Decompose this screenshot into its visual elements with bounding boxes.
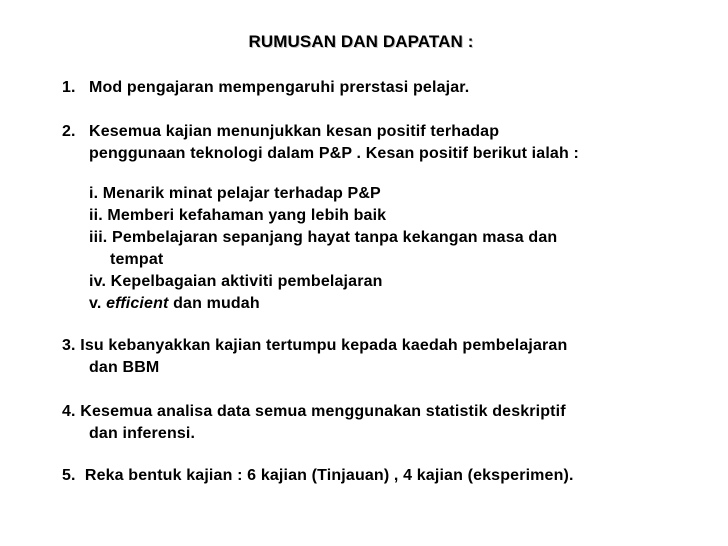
list-item-2-continuation: penggunaan teknologi dalam P&P . Kesan positif berikut ialah : [89,145,579,162]
sub-item-text: Memberi kefahaman yang lebih baik [107,207,387,224]
sub-item-iv [89,271,383,293]
sub-item-marker: iv. [89,273,107,290]
list-item-4 [62,401,566,423]
sub-item-text: dan mudah [173,295,260,312]
sub-item-iii [89,227,557,249]
sub-item-marker: iii. [89,229,108,246]
item-number: 1. [62,79,76,96]
item-text: Reka bentuk kajian : 6 kajian (Tinjauan) , 4 kajian (eksperimen). [84,467,574,484]
sub-item-italic-word: efficient [106,295,169,312]
list-item-1 [62,77,469,99]
sub-item-ii [89,205,386,227]
item-text: Mod pengajaran mempengaruhi prerstasi pelajar. [89,79,470,96]
sub-item-marker: v. [89,295,102,312]
item-number: 3. [62,337,76,354]
sub-item-marker: ii. [89,207,103,224]
item-number: 4. [62,403,76,420]
sub-item-text: Menarik minat pelajar terhadap P&P [98,185,381,202]
sub-item-text: Kepelbagaian aktiviti pembelajaran [110,273,383,290]
sub-item-text: Pembelajaran sepanjang hayat tanpa kekangan masa dan [112,229,558,246]
list-item-3 [62,335,567,357]
list-item-5 [62,465,574,487]
list-item-4-continuation: dan inferensi. [89,425,196,442]
item-text: Kesemua analisa data semua menggunakan statistik deskriptif [80,403,566,420]
item-text: Isu kebanyakkan kajian tertumpu kepada kaedah pembelajaran [80,337,568,354]
slide-title: RUMUSAN DAN DAPATAN : [248,32,474,51]
list-item-2 [62,121,499,143]
sub-item-v [89,293,260,315]
sub-item-i [89,183,381,205]
sub-item-iii-continuation: tempat [110,251,164,268]
sub-item-marker: i. [89,185,99,202]
item-number: 2. [62,123,76,140]
item-text: Kesemua kajian menunjukkan kesan positif terhadap [89,123,500,140]
item-number: 5. [62,467,76,484]
list-item-3-continuation: dan BBM [89,359,160,376]
